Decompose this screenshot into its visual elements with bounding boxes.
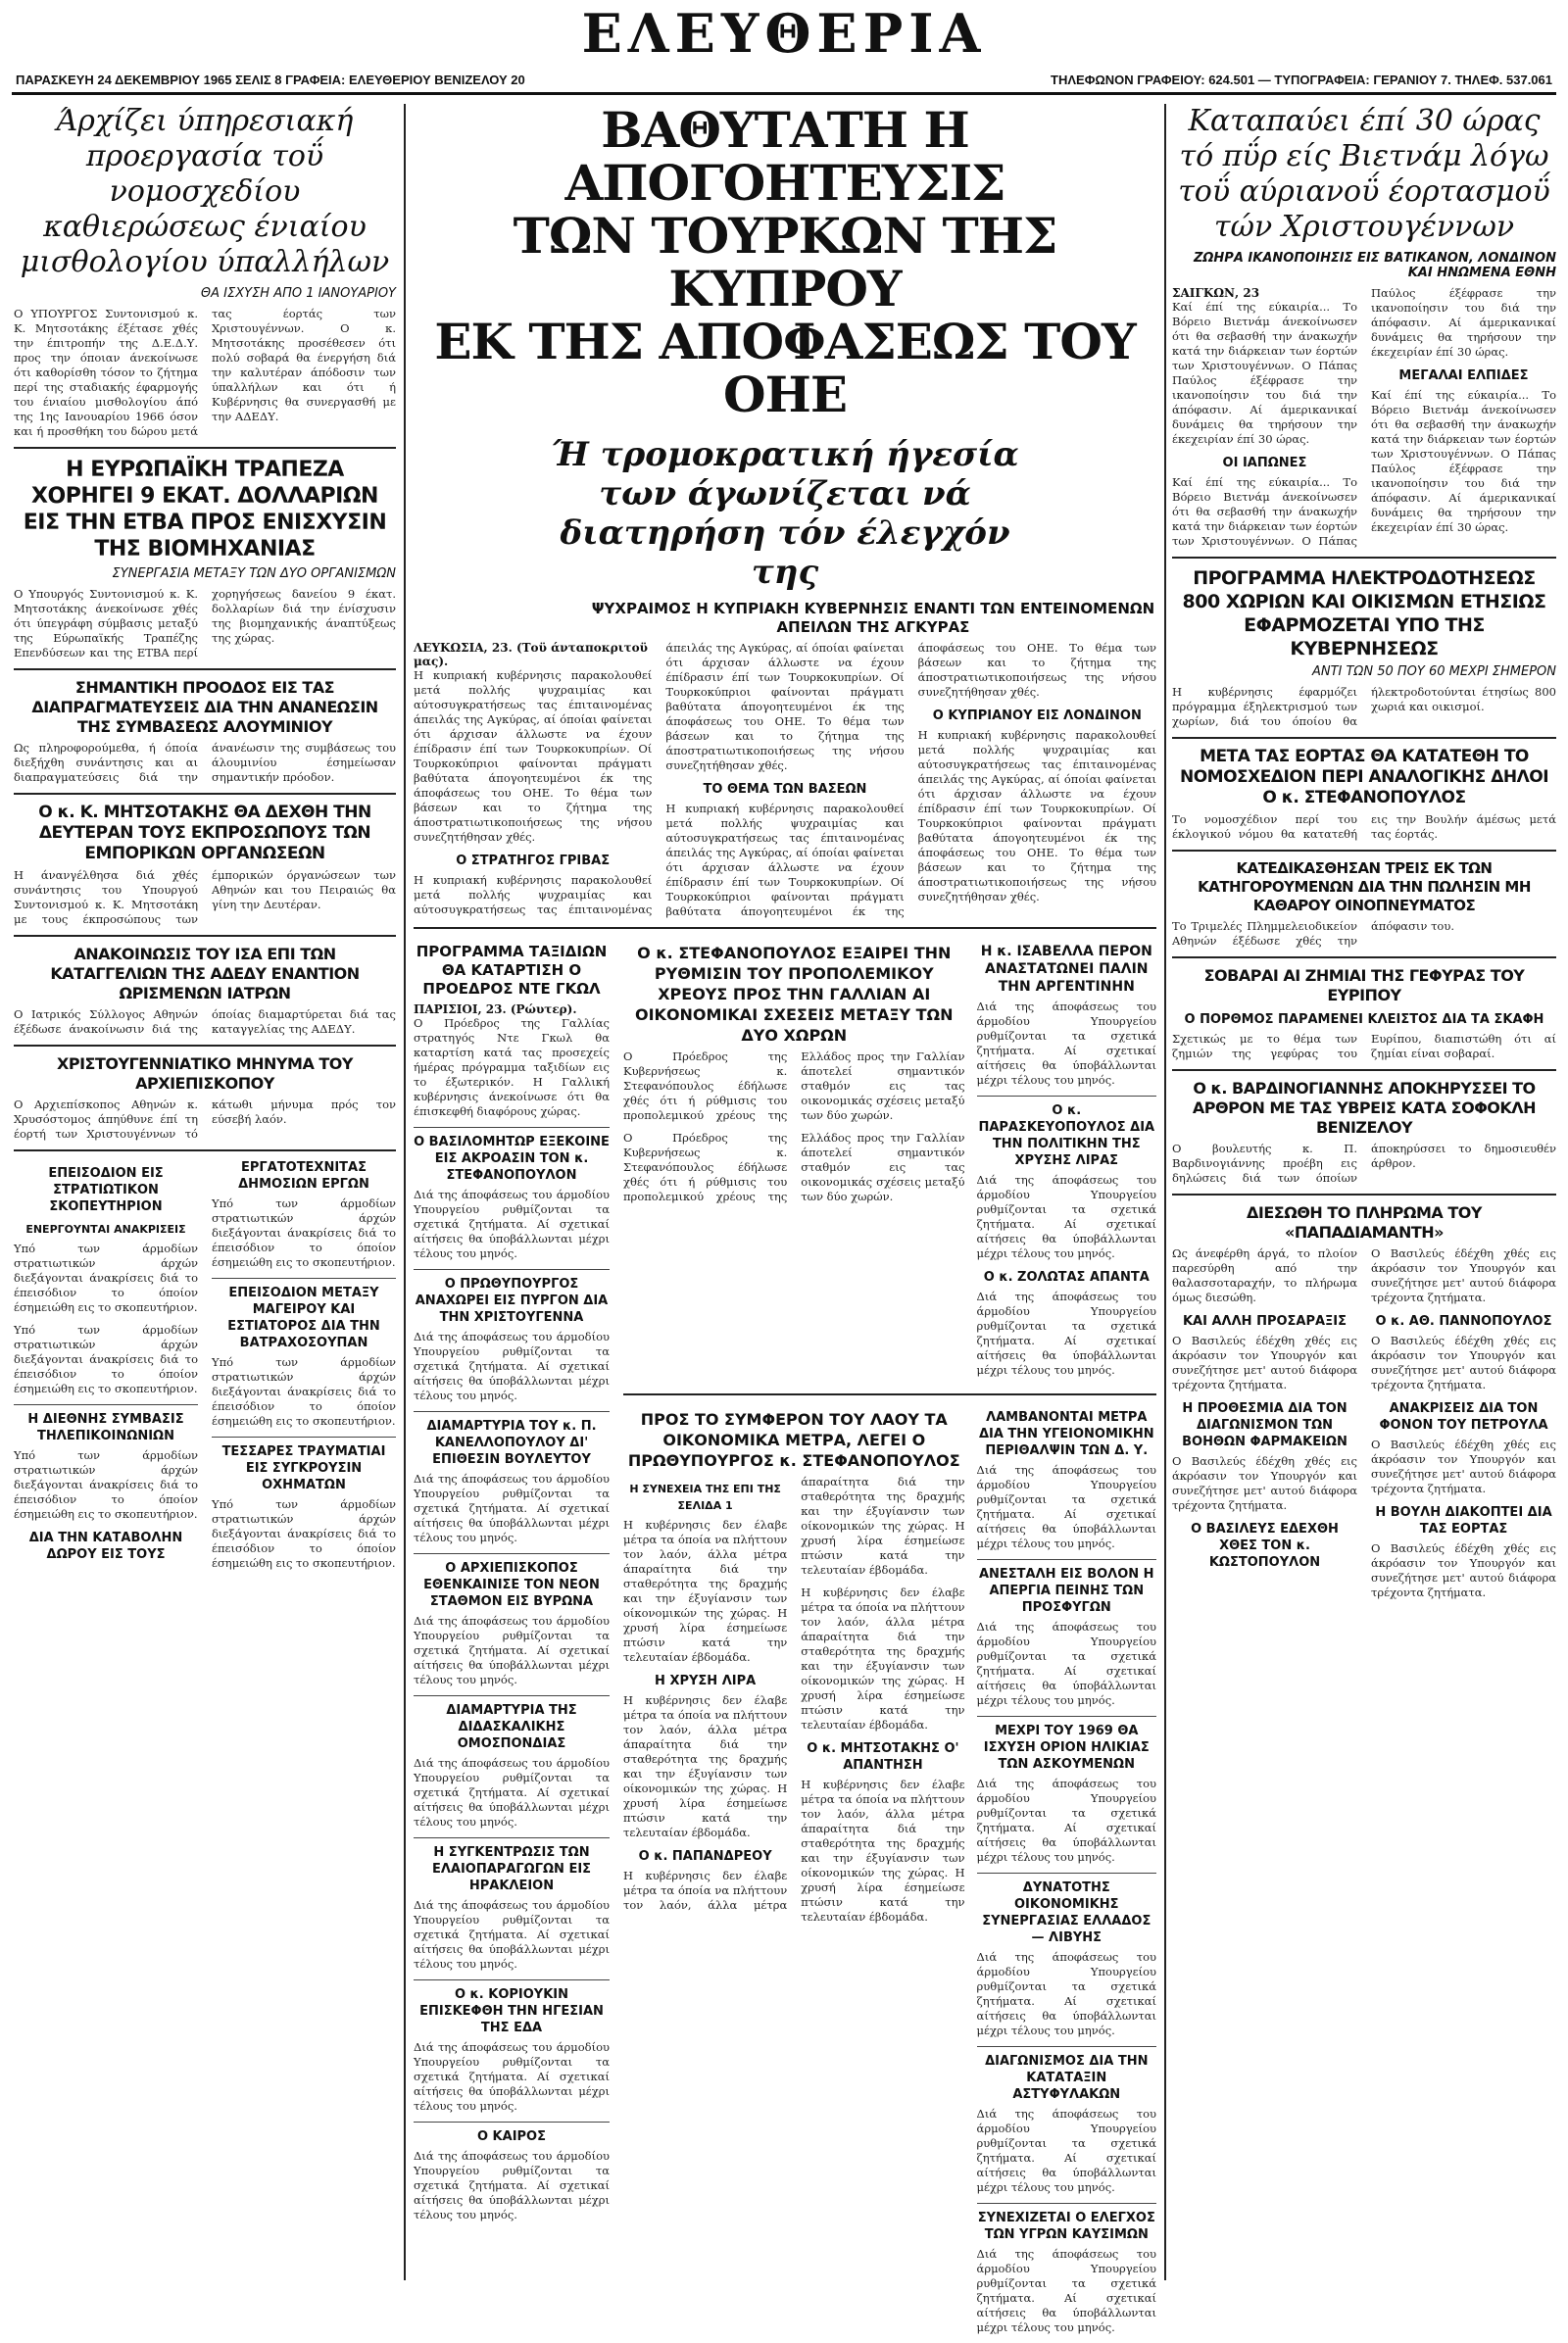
article-body: Ο βουλευτής κ. Π. Βαρδινογιάννης προέβη εις δηλώσεις διά των όποίων άποκηρύσσει το δημοσιευθέν άρθρον. [1172, 1142, 1556, 1185]
article-title: Η κ. ΙΣΑΒΕΛΛΑ ΠΕΡΟΝ ΑΝΑΣΤΑΤΩΝΕΙ ΠΑΛΙΝ ΤΗΝ ΑΡΓΕΝΤΙΝΗΝ [980, 944, 1152, 995]
section-title: Η ΣΥΝΕΧΕΙΑ ΤΗΣ ΕΠΙ ΤΗΣ ΣΕΛΙΔΑ 1 [629, 1483, 781, 1512]
column-divider [404, 104, 406, 2280]
article-body: Διά της άποφάσεως του άρμοδίου Υπουργείου ρυθμίζονται τα σχετικά ζητήματα. Αί σχετικαί αίτήσεις θα ύποβάλλωνται μέχρι τέλους του μηνός. [414, 1330, 610, 1402]
right-column [1172, 104, 1556, 2280]
article-body: Διά της άποφάσεως του άρμοδίου Υπουργείου ρυθμίζονται τα σχετικά ζητήματα. Αί σχετικαί αίτήσεις θα ύποβάλλωνται μέχρι τέλους του μηνός. [414, 2149, 610, 2221]
article-title: ΠΡΟΓΡΑΜΜΑ ΗΛΕΚΤΡΟΔΟΤΗΣΕΩΣ 800 ΧΩΡΙΩΝ ΚΑΙ ΟΙΚΙΣΜΩΝ ΕΤΗΣΙΩΣ ΕΦΑΡΜΟΖΕΤΑΙ ΥΠΟ ΤΗΣ ΚΥΒΕΡΝΗΣΕΩΣ [1182, 567, 1546, 659]
article-title: ΕΠΕΙΣΟΔΙΟΝ ΕΙΣ ΣΤΡΑΤΙΩΤΙΚΟΝ ΣΚΟΠΕΥΤΗΡΙΟΝ [48, 1166, 164, 1214]
article-body: Ο Πρόεδρος της Κυβερνήσεως κ. Στεφανόπουλος έδήλωσε χθές ότι ή ρύθμισις του προπολεμικού χρέους της Ελλάδος προς την Γαλλίαν άποτελεί σημαντικόν σταθμόν εις τας οικονομικάς σχέσεις μεταξύ των δύο χωρών. [623, 1131, 965, 1203]
article-title: Η ΣΥΓΚΕΝΤΡΩΣΙΣ ΤΩΝ ΕΛΑΙΟΠΑΡΑΓΩΓΩΝ ΕΙΣ ΗΡΑΚΛΕΙΟΝ [431, 1845, 592, 1893]
section-title: ΤΟ ΘΕΜΑ ΤΩΝ ΒΑΣΕΩΝ [703, 782, 867, 797]
article-title: ΤΕΣΣΑΡΕΣ ΤΡΑΥΜΑΤΙΑΙ ΕΙΣ ΣΥΓΚΡΟΥΣΙΝ ΟΧΗΜΑΤΩΝ [221, 1444, 386, 1492]
divider [1172, 557, 1556, 559]
article-body: Η κυβέρνησις δεν έλαβε μέτρα τα όποία να πλήττουν τον λαόν, άλλα μέτρα άπαραίτητα διά την σταθερότητα της δραχμής και την έξυγίανσιν των οίκονομικών της χώρας. Η χρυσή λίρα έσημείωσε πτώσιν κατά την τελευταίαν έβδομάδα. [623, 1475, 965, 1912]
article-title: Ο κ. ΖΟΛΩΤΑΣ ΑΠΑΝΤΑ [983, 1270, 1150, 1285]
section-title: Ο κ. ΜΗΤΣΟΤΑΚΗΣ Ο' ΑΠΑΝΤΗΣΗ [807, 1741, 959, 1773]
article-title: ΔΙΑΜΑΡΤΥΡΙΑ ΤΗΣ ΔΙΔΑΣΚΑΛΙΚΗΣ ΟΜΟΣΠΟΝΔΙΑΣ [446, 1703, 577, 1751]
article-subtitle: Ο ΠΟΡΘΜΟΣ ΠΑΡΑΜΕΝΕΙ ΚΛΕΙΣΤΟΣ ΔΙΑ ΤΑ ΣΚΑΦΗ [1184, 1012, 1544, 1027]
divider [623, 1393, 1156, 1395]
article-title: Ο ΒΑΣΙΛΟΜΗΤΩΡ ΕΞΕΚΟΙΝΕ ΕΙΣ ΑΚΡΟΑΣΙΝ ΤΟΝ κ. ΣΤΕΦΑΝΟΠΟΥΛΟΝ [414, 1135, 610, 1183]
article-title: ΑΝΑΚΟΙΝΩΣΙΣ ΤΟΥ ΙΣΑ ΕΠΙ ΤΩΝ ΚΑΤΑΓΓΕΛΙΩΝ ΤΗΣ ΑΔΕΔΥ ΕΝΑΝΤΙΟΝ ΩΡΙΣΜΕΝΩΝ ΙΑΤΡΩΝ [50, 945, 360, 1002]
article-body: Ο Πρόεδρος της Γαλλίας στρατηγός Ντε Γκωλ θα καταρτίση κατά τας προσεχείς ήμέρας πρόγραμμα ταξιδίων εις το έξωτερικόν. Η Γαλλική κυβέρνησις άνεκοίνωσε ότι θα έπισκεφθή διαφόρους χώρας. [414, 1016, 610, 1118]
article-title: ΔΙΑΜΑΡΤΥΡΙΑ ΤΟΥ κ. Π. ΚΑΝΕΛΛΟΠΟΥΛΟΥ ΔΙ' ΕΠΙΘΕΣΙΝ ΒΟΥΛΕΥΤΟΥ [426, 1419, 597, 1467]
dateline: ΠΑΡΑΣΚΕΥΗ 24 ΔΕΚΕΜΒΡΙΟΥ 1965 ΣΕΛΙΣ 8 ΓΡΑΦΕΙΑ: ΕΛΕΥΘΕΡΙΟΥ ΒΕΝΙΖΕΛΟΥ 20 [16, 73, 525, 87]
divider [414, 1979, 610, 1980]
section-title: Ο ΚΥΠΡΙΑΝΟΥ ΕΙΣ ΛΟΝΔΙΝΟΝ [932, 708, 1142, 723]
article-title: ΣΟΒΑΡΑΙ ΑΙ ΖΗΜΙΑΙ ΤΗΣ ΓΕΦΥΡΑΣ ΤΟΥ ΕΥΡΙΠΟΥ [1203, 966, 1525, 1004]
divider [14, 1045, 396, 1047]
article-body: Υπό των άρμοδίων στρατιωτικών άρχών διεξάγονται άνακρίσεις διά το έπεισόδιον το όποίον έσημειώθη εις το σκοπευτήριον. [14, 1242, 198, 1314]
article-body: Η κυβέρνησις δεν έλαβε μέτρα τα όποία να πλήττουν τον λαόν, άλλα μέτρα άπαραίτητα διά την σταθερότητα της δραχμής και την έξυγίανσιν των οίκονομικών της χώρας. Η χρυσή λίρα έσημείωσε πτώσιν κατά την τελευταίαν έβδομάδα. [623, 1693, 788, 1839]
article-title: ΚΑΤΕΔΙΚΑΣΘΗΣΑΝ ΤΡΕΙΣ ΕΚ ΤΩΝ ΚΑΤΗΓΟΡΟΥΜΕΝΩΝ ΔΙΑ ΤΗΝ ΠΩΛΗΣΙΝ ΜΗ ΚΑΘΑΡΟΥ ΟΙΝΟΠΝΕΥΜΑΤΟΣ [1198, 859, 1531, 914]
article-body: Σχετικώς με το θέμα των ζημιών της γεφύρας του Ευρίπου, διαπιστώθη ότι αί ζημίαι είναι σοβαραί. [1172, 1032, 1556, 1060]
article-body: Διά της άποφάσεως του άρμοδίου Υπουργείου ρυθμίζονται τα σχετικά ζητήματα. Αί σχετικαί αίτήσεις θα ύποβάλλωνται μέχρι τέλους του μηνός. [976, 1950, 1156, 2037]
left-subcolumn [414, 937, 610, 2343]
divider [977, 1716, 1156, 1717]
article-title: Η ΔΙΕΘΝΗΣ ΣΥΜΒΑΣΙΣ ΤΗΛΕΠΙΚΟΙΝΩΝΙΩΝ [27, 1412, 184, 1443]
article-title: Ο κ. Κ. ΜΗΤΣΟΤΑΚΗΣ ΘΑ ΔΕΧΘΗ ΤΗΝ ΔΕΥΤΕΡΑΝ ΤΟΥΣ ΕΚΠΡΟΣΩΠΟΥΣ ΤΩΝ ΕΜΠΟΡΙΚΩΝ ΟΡΓΑΝΩΣΕΩΝ [38, 803, 371, 863]
section-title: Ο κ. ΠΑΠΑΝΔΡΕΟΥ [638, 1849, 772, 1864]
section-title: Η ΧΡΥΣΗ ΛΙΡΑ [655, 1674, 757, 1688]
article-body: Η κυπριακή κυβέρνησις παρακολουθεί μετά πολλής ψυχραιμίας και αύτοσυγκρατήσεως τας έπιταινομένας άπειλάς της Αγκύρας, αί όποίαι φαίνεται ότι άρχισαν άλλωστε να έχουν έπίδρασιν έπί των Τουρκοκυπρίων. Οί Τουρκοκύπριοι φαίνονται πράγματι βαθύτατα άπογοητευμένοι έκ της άποφάσεως του ΟΗΕ. Το θέμα των βάσεων και το ζήτημα της άποστρατιωτικοποιήσεως της νήσου συνεζητήθησαν χθές. [414, 668, 653, 844]
article-body: Διά της άποφάσεως του άρμοδίου Υπουργείου ρυθμίζονται τα σχετικά ζητήματα. Αί σχετικαί αίτήσεις θα ύποβάλλωνται μέχρι τέλους του μηνός. [976, 1463, 1156, 1550]
main-headline: ΤΩΝ ΤΟΥΡΚΩΝ ΤΗΣ ΚΥΠΡΟΥ [513, 207, 1057, 317]
article-body: Η κυπριακή κυβέρνησις παρακολουθεί μετά πολλής ψυχραιμίας και αύτοσυγκρατήσεως τας έπιταινομένας άπειλάς της Αγκύρας, αί όποίαι φαίνεται ότι άρχισαν άλλωστε να έχουν έπίδρασιν έπί των Τουρκοκυπρίων. Οί Τουρκοκύπριοι φαίνονται πράγματι βαθύτατα άπογοητευμένοι έκ της άποφάσεως του ΟΗΕ. Το θέμα των βάσεων και το ζήτημα της άποστρατιωτικοποιήσεως της νήσου συνεζητήθησαν χθές. [414, 641, 905, 916]
divider [14, 447, 396, 449]
article-body: Ο Ιατρικός Σύλλογος Αθηνών έξέδωσε άνακοίνωσιν διά της όποίας διαμαρτύρεται διά τας καταγγελίας της ΑΔΕΔΥ. [14, 1007, 396, 1036]
article-body: Ο Βασιλεύς έδέχθη χθές εις άκρόασιν τον Υπουργόν και συνεζήτησε μετ' αυτού διάφορα τρέχοντα ζητήματα. [1371, 1334, 1556, 1391]
article-body: Η κυπριακή κυβέρνησις παρακολουθεί μετά πολλής ψυχραιμίας και αύτοσυγκρατήσεως τας έπιταινομένας άπειλάς της Αγκύρας, αί όποίαι φαίνεται ότι άρχισαν άλλωστε να έχουν έπίδρασιν έπί των Τουρκοκυπρίων. Οί Τουρκοκύπριοι φαίνονται πράγματι βαθύτατα άπογοητευμένοι έκ της άποφάσεως του ΟΗΕ. Το θέμα των βάσεων και το ζήτημα της άποστρατιωτικοποιήσεως της νήσου συνεζητήθησαν χθές. [665, 641, 1156, 918]
article-body: Υπό των άρμοδίων στρατιωτικών άρχών διεξάγονται άνακρίσεις διά το έπεισόδιον το όποίον έσημειώθη εις το σκοπευτήριον. [212, 1355, 396, 1428]
article-body: Καί έπί της εύκαιρία... Το Βόρειο Βιετνάμ άνεκοίνωσεν ότι θα σεβασθή την άνακωχήν κατά την διάρκειαν των έορτών των Χριστουγέννων. Ο Πάπας Παύλος έξέφρασε την ικανοποίησιν του διά την άπόφασιν. Αί άμερικανικαί δυνάμεις θα τηρήσουν την έκεχειρίαν έπί 30 ώρας. [1172, 300, 1357, 446]
article-title: Άρχίζει ύπηρεσιακή προεργασία τοΰ νομοσχεδίου καθιερώσεως ένιαίου μισθολογίου ύπαλλήλων [20, 104, 390, 279]
article-body: Η κυβέρνησις δεν έλαβε μέτρα τα όποία να πλήττουν τον λαόν, άλλα μέτρα άπαραίτητα διά την σταθερότητα της δραχμής και την έξυγίανσιν των οίκονομικών της χώρας. Η χρυσή λίρα έσημείωσε πτώσιν κατά την τελευταίαν έβδομάδα. [801, 1778, 965, 1924]
article-body: Ο Αρχιεπίσκοπος Αθηνών κ. Χρυσόστομος άπηύθυνε έπί τη έορτή των Χριστουγέννων τό κάτωθι μήνυμα πρός τον εύσεβή λαόν. [14, 1098, 396, 1141]
phone-line: ΤΗΛΕΦΩΝΟΝ ΓΡΑΦΕΙΟΥ: 624.501 — ΤΥΠΟΓΡΑΦΕΙΑ: ΓΕΡΑΝΙΟΥ 7. ΤΗΛΕΦ. 537.061 [1051, 73, 1552, 87]
article-dateline: ΠΑΡΙΣΙΟΙ, 23. (Ρώυτερ). [414, 1002, 577, 1016]
article-body: Η άνανγέλθησα διά χθές συνάντησις του Υπουργού Συντονισμού κ. Κ. Μητσοτάκη με τους έκπροσώπους των έμπορικών όργανώσεων των Αθηνών και του Πειραιώς θα γίνη την Δευτέραν. [14, 868, 396, 926]
article-body: Διά της άποφάσεως του άρμοδίου Υπουργείου ρυθμίζονται τα σχετικά ζητήματα. Αί σχετικαί αίτήσεις θα ύποβάλλωνται μέχρι τέλους του μηνός. [414, 1614, 610, 1686]
article-title: Ο κ. ΣΤΕΦΑΝΟΠΟΥΛΟΣ ΕΞΑΙΡΕΙ ΤΗΝ ΡΥΘΜΙΣΙΝ ΤΟΥ ΠΡΟΠΟΛΕΜΙΚΟΥ ΧΡΕΟΥΣ ΠΡΟΣ ΤΗΝ ΓΑΛΛΙΑΝ ΑΙ ΟΙΚΟΝΟΜΙΚΑΙ ΣΧΕΣΕΙΣ ΜΕΤΑΞΥ ΤΩΝ ΔΥΟ ΧΩΡΩΝ [634, 944, 954, 1045]
article-body: Το νομοσχέδιον περί του έκλογικού νόμου θα κατατεθή εις την Βουλήν άμέσως μετά τας έορτάς. [1172, 812, 1556, 841]
divider [977, 1096, 1156, 1097]
article-title: Ο ΚΑΙΡΟΣ [476, 2129, 546, 2144]
article-body: Διά της άποφάσεως του άρμοδίου Υπουργείου ρυθμίζονται τα σχετικά ζητήματα. Αί σχετικαί αίτήσεις θα ύποβάλλωνται μέχρι τέλους του μηνός. [976, 1290, 1156, 1377]
article-title: Καταπαύει έπί 30 ώρας τό πΰρ είς Βιετνάμ λόγω τοΰ αύριανοΰ έορτασμοΰ τών Χριστουγέννων [1178, 104, 1550, 244]
article-title: ΠΡΟΣ ΤΟ ΣΥΜΦΕΡΟΝ ΤΟΥ ΛΑΟΥ ΤΑ ΟΙΚΟΝΟΜΙΚΑ ΜΕΤΡΑ, ΛΕΓΕΙ Ο ΠΡΩΘΥΠΟΥΡΓΟΣ κ. ΣΤΕΦΑΝΟΠΟΥΛΟΣ [627, 1410, 960, 1470]
article-title: Ο κ. ΠΑΡΑΣΚΕΥΟΠΟΥΛΟΣ ΔΙΑ ΤΗΝ ΠΟΛΙΤΙΚΗΝ ΤΗΣ ΧΡΥΣΗΣ ΛΙΡΑΣ [978, 1103, 1155, 1168]
section-title: ΜΕΓΑΛΑΙ ΕΛΠΙΔΕΣ [1398, 368, 1529, 383]
article-body: Ως πληροφορούμεθα, ή όποία διεξήχθη συνάντησις και αι διαπραγματεύσεις διά την άνανέωσιν της συμβάσεως του άλουμινίου έσημείωσαν σημαντικήν πρόοδον. [14, 741, 396, 784]
article-title: ΜΕΤΑ ΤΑΣ ΕΟΡΤΑΣ ΘΑ ΚΑΤΑΤΕΘΗ ΤΟ ΝΟΜΟΣΧΕΔΙΟΝ ΠΕΡΙ ΑΝΑΛΟΓΙΚΗΣ ΔΗΛΟΙ Ο κ. ΣΤΕΦΑΝΟΠΟΥΛΟΣ [1179, 747, 1549, 807]
article-body: Διά της άποφάσεως του άρμοδίου Υπουργείου ρυθμίζονται τα σχετικά ζητήματα. Αί σχετικαί αίτήσεις θα ύποβάλλωνται μέχρι τέλους του μηνός. [414, 1188, 610, 1260]
divider [1172, 737, 1556, 739]
article-body: Η κυβέρνησις έφαρμόζει πρόγραμμα έξηλεκτρισμού των χωρίων, διά του όποίου θα ήλεκτροδοτούνται έτησίως 800 χωριά και οικισμοί. [1172, 685, 1556, 728]
top-subrow [623, 937, 1156, 1386]
article-title: ΧΡΙΣΤΟΥΓΕΝΝΙΑΤΙΚΟ ΜΗΝΥΜΑ ΤΟΥ ΑΡΧΙΕΠΙΣΚΟΠΟΥ [57, 1054, 353, 1093]
article-body: Καί έπί της εύκαιρία... Το Βόρειο Βιετνάμ άνεκοίνωσεν ότι θα σεβασθή την άνακωχήν κατά την διάρκειαν των έορτών των Χριστουγέννων. Ο Πάπας Παύλος έξέφρασε την ικανοποίησιν του διά την άπόφασιν. Αί άμερικανικαί δυνάμεις θα τηρήσουν την έκεχειρίαν έπί 30 ώρας. [1371, 388, 1556, 534]
article-title: Ο ΑΡΧΙΕΠΙΣΚΟΠΟΣ ΕΘΕΝΚΑΙΝΙΣΕ ΤΟΝ ΝΕΟΝ ΣΤΑΘΜΟΝ ΕΙΣ ΒΥΡΩΝΑ [423, 1561, 600, 1609]
divider [977, 2203, 1156, 2204]
article-body: Διά της άποφάσεως του άρμοδίου Υπουργείου ρυθμίζονται τα σχετικά ζητήματα. Αί σχετικαί αίτήσεις θα ύποβάλλωνται μέχρι τέλους του μηνός. [414, 2040, 610, 2113]
divider [1172, 1069, 1556, 1071]
section-title: ΟΙ ΙΑΠΩΝΕΣ [1222, 456, 1307, 470]
article-body: Διά της άποφάσεως του άρμοδίου Υπουργείου ρυθμίζονται τα σχετικά ζητήματα. Αί σχετικαί αίτήσεις θα ύποβάλλωνται μέχρι τέλους του μηνός. [976, 2107, 1156, 2194]
oikon-body [623, 1475, 965, 1925]
article-body: Διά της άποφάσεως του άρμοδίου Υπουργείου ρυθμίζονται τα σχετικά ζητήματα. Αί σχετικαί αίτήσεις θα ύποβάλλωνται μέχρι τέλους του μηνός. [976, 1173, 1156, 1260]
article-body: Το Τριμελές Πλημμελειοδικείον Αθηνών έξέδωσε χθές την άπόφασιν του. [1172, 919, 1455, 948]
article-body: Διά της άποφάσεως του άρμοδίου Υπουργείου ρυθμίζονται τα σχετικά ζητήματα. Αί σχετικαί αίτήσεις θα ύποβάλλωνται μέχρι τέλους του μηνός. [414, 1756, 610, 1829]
divider [14, 1404, 198, 1405]
article-body: Η κυβέρνησις δεν έλαβε μέτρα τα όποία να πλήττουν τον λαόν, άλλα μέτρα άπαραίτητα διά την σταθερότητα της δραχμής και την έξυγίανσιν των οίκονομικών της χώρας. Η χρυσή λίρα έσημείωσε πτώσιν κατά την τελευταίαν έβδομάδα. [623, 1518, 788, 1664]
article-body: Υπό των άρμοδίων στρατιωτικών άρχών διεξάγονται άνακρίσεις διά το έπεισόδιον το όποίον έσημειώθη εις το σκοπευτήριον. [212, 1196, 396, 1269]
divider [414, 1269, 610, 1270]
article-title: ΔΙΑΓΩΝΙΣΜΟΣ ΔΙΑ ΤΗΝ ΚΑΤΑΤΑΞΙΝ ΑΣΤΥΦΥΛΑΚΩΝ [985, 2054, 1149, 2102]
section-title: ΚΑΙ ΑΛΛΗ ΠΡΟΣΑΡΑΞΙΣ [1182, 1314, 1347, 1329]
article-body: Ο ΥΠΟΥΡΓΟΣ Συντονισμού κ. Κ. Μητσοτάκης έξέτασε χθές την έπιτροπήν της Δ.Ε.Δ.Υ. προς την όποιαν άνεκοίνωσε ότι καθορίσθη τόσον το ζήτημα περί της σταδιακής έφαρμογής του ένιαίου μισθολογίου άπό της 1ης Ιανουαρίου 1966 όσον και ή προσθήκη του δώρου μετά τας έορτάς των Χριστουγέννων. Ο κ. Μητσοτάκης προσέθεσεν ότι πολύ σοβαρά θα ένεργήση διά την καλυτέραν άπόδοσιν των ύπαλλήλων και ότι ή Κυβέρνησις θα συνεργασθή με την ΑΔΕΔΥ. [14, 307, 396, 438]
divider [14, 793, 396, 795]
article-body: Ο Βασιλεύς έδέχθη χθές εις άκρόασιν τον Υπουργόν και συνεζήτησε μετ' αυτού διάφορα τρέχοντα ζητήματα. [1371, 1541, 1556, 1599]
main-subhead: Ή τρομοκρατική ήγεσία των άγωνίζεται νά διατηρήση τόν έλεγχόν της [551, 435, 1019, 592]
article-body: Υπό των άρμοδίων στρατιωτικών άρχών διεξάγονται άνακρίσεις διά το έπεισόδιον το όποίον έσημειώθη εις το σκοπευτήριον. [14, 1323, 198, 1395]
article-body: Διά της άποφάσεως του άρμοδίου Υπουργείου ρυθμίζονται τα σχετικά ζητήματα. Αί σχετικαί αίτήσεις θα ύποβάλλωνται μέχρι τέλους του μηνός. [414, 1472, 610, 1544]
divider [414, 2122, 610, 2123]
article-title: Ο κ. ΒΑΡΔΙΝΟΓΙΑΝΝΗΣ ΑΠΟΚΗΡΥΣΣΕΙ ΤΟ ΑΡΘΡΟΝ ΜΕ ΤΑΣ ΥΒΡΕΙΣ ΚΑΤΑ ΣΟΦΟΚΛΗ ΒΕΝΙΖΕΛΟΥ [1192, 1079, 1537, 1137]
main-headline: ΒΑΘΥΤΑΤΗ Η ΑΠΟΓΟΗΤΕΥΣΙΣ [564, 101, 1005, 212]
article-title: ΑΝΑΚΡΙΣΕΙΣ ΔΙΑ ΤΟΝ ΦΟΝΟΝ ΤΟΥ ΠΕΤΡΟΥΛΑ [1379, 1401, 1548, 1433]
article-title: Ο κ. ΚΟΡΙΟΥΚΙΝ ΕΠΙΣΚΕΦΘΗ ΤΗΝ ΗΓΕΣΙΑΝ ΤΗΣ ΕΔΑ [419, 1987, 604, 2035]
article-body: Διά της άποφάσεως του άρμοδίου Υπουργείου ρυθμίζονται τα σχετικά ζητήματα. Αί σχετικαί αίτήσεις θα ύποβάλλωνται μέχρι τέλους του μηνός. [414, 1898, 610, 1971]
divider [414, 1127, 610, 1128]
oikon-block [623, 1403, 965, 2343]
article-title: ΑΝΕΣΤΑΛΗ ΕΙΣ ΒΟΛΟΝ Η ΑΠΕΡΓΙΑ ΠΕΙΝΗΣ ΤΩΝ ΠΡΟΣΦΥΓΩΝ [978, 1567, 1154, 1615]
main-headline: ΕΚ ΤΗΣ ΑΠΟΦΑΣΕΩΣ ΤΟΥ ΟΗΕ [434, 313, 1136, 423]
article-body: Ο Πρόεδρος της Κυβερνήσεως κ. Στεφανόπουλος έδήλωσε χθές ότι ή ρύθμισις του προπολεμικού χρέους της Ελλάδος προς την Γαλλίαν άποτελεί σημαντικόν σταθμόν εις τας οικονομικάς σχέσεις μεταξύ των δύο χωρών. [623, 1049, 965, 1122]
divider [977, 1873, 1156, 1874]
article-subtitle: ΕΝΕΡΓΟΥΝΤΑΙ ΑΝΑΚΡΙΣΕΙΣ [25, 1223, 186, 1236]
divider [1172, 956, 1556, 958]
article-title: Ο ΒΑΣΙΛΕΥΣ ΕΔΕΧΘΗ ΧΘΕΣ ΤΟΝ κ. ΚΩΣΤΟΠΟΥΛΟΝ [1191, 1522, 1339, 1570]
article-kicker: ΘΑ ΙΣΧΥΣΗ ΑΠΟ 1 ΙΑΝΟΥΑΡΙΟΥ [200, 286, 396, 301]
masthead: ΕΛΕΥΘΕΡΙΑ [581, 2, 987, 65]
briefs-block [1172, 1246, 1556, 1600]
article-body: Ο Βασιλεύς έδέχθη χθές εις άκρόασιν τον Υπουργόν και συνεζήτησε μετ' αυτού διάφορα τρέχοντα ζητήματα. [1172, 1454, 1357, 1512]
article-body: Η κυβέρνησις δεν έλαβε μέτρα τα όποία να πλήττουν τον λαόν, άλλα μέτρα άπαραίτητα διά την σταθερότητα της δραχμής και την έξυγίανσιν των οίκονομικών της χώρας. Η χρυσή λίρα έσημείωσε πτώσιν κατά την τελευταίαν έβδομάδα. [801, 1586, 965, 1732]
left-column [14, 104, 396, 2280]
article-kicker: ΑΝΤΙ ΤΩΝ 50 ΠΟΥ 60 ΜΕΧΡΙ ΣΗΜΕΡΟΝ [1311, 664, 1556, 679]
article-kicker: ΖΩΗΡΑ ΙΚΑΝΟΠΟΙΗΣΙΣ ΕΙΣ ΒΑΤΙΚΑΝΟΝ, ΛΟΝΔΙΝΟΝ ΚΑΙ ΗΝΩΜΕΝΑ ΕΘΝΗ [1193, 251, 1556, 280]
article-body: Διά της άποφάσεως του άρμοδίου Υπουργείου ρυθμίζονται τα σχετικά ζητήματα. Αί σχετικαί αίτήσεις θα ύποβάλλωνται μέχρι τέλους του μηνός. [976, 1777, 1156, 1864]
bottom-subrow [623, 1403, 1156, 2343]
divider [977, 2046, 1156, 2047]
steph-block [623, 937, 965, 1386]
article-body: Ο Υπουργός Συντονισμού κ. Κ. Μητσοτάκης άνεκοίνωσε χθές ότι ύπεγράφη σύμβασις μεταξύ της Εύρωπαϊκής Τραπέζης Επενδύσεων και της ΕΤΒΑ περί χορηγήσεως δανείου 9 έκατ. δολλαρίων διά την ένίσχυσιν της βιομηχανικής άναπτύξεως της χώρας. [14, 587, 396, 659]
divider [414, 1837, 610, 1838]
right-subcolumn [623, 937, 1156, 2343]
article-title: ΛΑΜΒΑΝΟΝΤΑΙ ΜΕΤΡΑ ΔΙΑ ΤΗΝ ΥΓΕΙΟΝΟΜΙΚΗΝ ΠΕΡΙΘΑΛΨΙΝ ΤΩΝ Δ. Υ. [978, 1410, 1154, 1458]
divider [1172, 1194, 1556, 1196]
article-title: Η ΠΡΟΘΕΣΜΙΑ ΔΙΑ ΤΟΝ ΔΙΑΓΩΝΙΣΜΟΝ ΤΩΝ ΒΟΗΘΩΝ ΦΑΡΜΑΚΕΙΩΝ [1182, 1401, 1348, 1449]
article-title: ΠΡΟΓΡΑΜΜΑ ΤΑΞΙΔΙΩΝ ΘΑ ΚΑΤΑΡΤΙΣΗ Ο ΠΡΟΕΔΡΟΣ ΝΤΕ ΓΚΩΛ [416, 943, 608, 998]
article-title: ΔΥΝΑΤΟΤΗΣ ΟΙΚΟΝΟΜΙΚΗΣ ΣΥΝΕΡΓΑΣΙΑΣ ΕΛΛΑΔΟΣ — ΛΙΒΥΗΣ [982, 1880, 1152, 1945]
article-title: Η ΒΟΥΛΗ ΔΙΑΚΟΠΤΕΙ ΔΙΑ ΤΑΣ ΕΟΡΤΑΣ [1375, 1505, 1552, 1537]
article-body: Η κυπριακή κυβέρνησις παρακολουθεί μετά πολλής ψυχραιμίας και αύτοσυγκρατήσεως τας έπιταινομένας άπειλάς της Αγκύρας, αί όποίαι φαίνεται ότι άρχισαν άλλωστε να έχουν έπίδρασιν έπί των Τουρκοκυπρίων. Οί Τουρκοκύπριοι φαίνονται πράγματι βαθύτατα άπογοητευμένοι έκ της άποφάσεως του ΟΗΕ. Το θέμα των βάσεων και το ζήτημα της άποστρατιωτικοποιήσεως της νήσου συνεζητήθησαν χθές. [917, 728, 1156, 903]
briefs-block [14, 1159, 396, 1571]
divider [414, 1695, 610, 1696]
article-title: Ο ΠΡΩΘΥΠΟΥΡΓΟΣ ΑΝΑΧΩΡΕΙ ΕΙΣ ΠΥΡΓΟΝ ΔΙΑ ΤΗΝ ΧΡΙΣΤΟΥΓΕΝΝΑ [415, 1277, 609, 1325]
article-body: Ο Βασιλεύς έδέχθη χθές εις άκρόασιν τον Υπουργόν και συνεζήτησε μετ' αυτού διάφορα τρέχοντα ζητήματα. [1172, 1334, 1357, 1391]
article-dateline: ΛΕΥΚΩΣΙΑ, 23. (Τοϋ άνταποκριτοϋ μας). [414, 641, 648, 668]
article-title: Ο κ. ΑΘ. ΠΑΝΝΟΠΟΥΛΟΣ [1375, 1314, 1552, 1329]
article-body: Ως άνεφέρθη άργά, το πλοίον παρεσύρθη από την θαλασσοταραχήν, το πλήρωμα όμως διεσώθη. [1172, 1246, 1357, 1304]
article-title: ΜΕΧΡΙ ΤΟΥ 1969 ΘΑ ΙΣΧΥΣΗ ΟΡΙΟΝ ΗΛΙΚΙΑΣ ΤΩΝ ΑΣΚΟΥΜΕΝΩΝ [983, 1724, 1150, 1772]
article-title: ΕΠΕΙΣΟΔΙΟΝ ΜΕΤΑΞΥ ΜΑΓΕΙΡΟΥ ΚΑΙ ΕΣΤΙΑΤΟΡΟΣ ΔΙΑ ΤΗΝ ΒΑΤΡΑΧΟΣΟΥΠΑΝ [227, 1286, 380, 1350]
article-title: Η ΕΥΡΩΠΑΪΚΗ ΤΡΑΠΕΖΑ ΧΟΡΗΓΕΙ 9 ΕΚΑΤ. ΔΟΛΛΑΡΙΩΝ ΕΙΣ ΤΗΝ ΕΤΒΑ ΠΡΟΣ ΕΝΙΣΧΥΣΙΝ ΤΗΣ ΒΙΟΜΗΧΑΝΙΑΣ [23, 458, 387, 561]
article-body [1172, 286, 1556, 549]
divider [414, 1411, 610, 1412]
divider [14, 1149, 396, 1151]
article-body: Διά της άποφάσεως του άρμοδίου Υπουργείου ρυθμίζονται τα σχετικά ζητήματα. Αί σχετικαί αίτήσεις θα ύποβάλλωνται μέχρι τέλους του μηνός. [976, 2247, 1156, 2334]
main-article-body [414, 641, 1156, 919]
article-kicker: ΣΥΝΕΡΓΑΣΙΑ ΜΕΤΑΞΥ ΤΩΝ ΔΥΟ ΟΡΓΑΝΙΣΜΩΝ [112, 566, 396, 581]
divider [1172, 850, 1556, 852]
divider [14, 668, 396, 670]
article-title: ΣΥΝΕΧΙΖΕΤΑΙ Ο ΕΛΕΓΧΟΣ ΤΩΝ ΥΓΡΩΝ ΚΑΥΣΙΜΩΝ [977, 2211, 1155, 2242]
divider [212, 1437, 396, 1438]
article-body: Ο Βασιλεύς έδέχθη χθές εις άκρόασιν τον Υπουργόν και συνεζήτησε μετ' αυτού διάφορα τρέχοντα ζητήματα. [1371, 1246, 1556, 1304]
right-briefs [977, 1403, 1156, 2343]
article-body: Καί έπί της εύκαιρία... Το Βόρειο Βιετνάμ άνεκοίνωσεν ότι θα σεβασθή την άνακωχήν κατά την διάρκειαν των έορτών των Χριστουγέννων. Ο Πάπας Παύλος έξέφρασε την ικανοποίησιν του διά την άπόφασιν. Αί άμερικανικαί δυνάμεις θα τηρήσουν την έκεχειρίαν έπί 30 ώρας. [1172, 286, 1556, 548]
perez-block [977, 937, 1156, 1386]
article-body: Υπό των άρμοδίων στρατιωτικών άρχών διεξάγονται άνακρίσεις διά το έπεισόδιον το όποίον έσημειώθη εις το σκοπευτήριον. [14, 1448, 198, 1521]
article-title: ΔΙΕΣΩΘΗ ΤΟ ΠΛΗΡΩΜΑ ΤΟΥ «ΠΑΠΑΔΙΑΜΑΝΤΗ» [1247, 1203, 1482, 1242]
section-title: Ο ΣΤΡΑΤΗΓΟΣ ΓΡΙΒΑΣ [456, 854, 611, 868]
article-kicker: ΨΥΧΡΑΙΜΟΣ Η ΚΥΠΡΙΑΚΗ ΚΥΒΕΡΝΗΣΙΣ ΕΝΑΝΤΙ ΤΩΝ ΕΝΤΕΙΝΟΜΕΝΩΝ ΑΠΕΙΛΩΝ ΤΗΣ ΑΓΚΥΡΑΣ [591, 600, 1155, 636]
divider [212, 1278, 396, 1279]
article-dateline: ΣΑΙΓΚΩΝ, 23 [1172, 286, 1260, 300]
article-body: Διά της άποφάσεως του άρμοδίου Υπουργείου ρυθμίζονται τα σχετικά ζητήματα. Αί σχετικαί αίτήσεις θα ύποβάλλωνται μέχρι τέλους του μηνός. [976, 1000, 1156, 1087]
article-title: ΔΙΑ ΤΗΝ ΚΑΤΑΒΟΛΗΝ ΔΩΡΟΥ ΕΙΣ ΤΟΥΣ ΕΡΓΑΤΟΤΕΧΝΙΤΑΣ ΔΗΜΟΣΙΩΝ ΕΡΓΩΝ [28, 1160, 369, 1562]
center-column [414, 101, 1156, 2334]
article-body: Ο Βασιλεύς έδέχθη χθές εις άκρόασιν τον Υπουργόν και συνεζήτησε μετ' αυτού διάφορα τρέχοντα ζητήματα. [1371, 1438, 1556, 1495]
header-rule [12, 92, 1556, 95]
article-body: Υπό των άρμοδίων στρατιωτικών άρχών διεξάγονται άνακρίσεις διά το έπεισόδιον το όποίον έσημειώθη εις το σκοπευτήριον. [212, 1497, 396, 1570]
page-header [0, 0, 1568, 98]
middle-row [414, 937, 1156, 2343]
article-title: ΣΗΜΑΝΤΙΚΗ ΠΡΟΟΔΟΣ ΕΙΣ ΤΑΣ ΔΙΑΠΡΑΓΜΑΤΕΥΣΕΙΣ ΔΙΑ ΤΗΝ ΑΝΑΝΕΩΣΙΝ ΤΗΣ ΣΥΜΒΑΣΕΩΣ ΑΛΟΥΜΙΝΙΟΥ [31, 678, 378, 736]
divider [414, 927, 1156, 929]
divider [14, 935, 396, 937]
divider [977, 1559, 1156, 1560]
divider [414, 1553, 610, 1554]
article-body: Διά της άποφάσεως του άρμοδίου Υπουργείου ρυθμίζονται τα σχετικά ζητήματα. Αί σχετικαί αίτήσεις θα ύποβάλλωνται μέχρι τέλους του μηνός. [976, 1620, 1156, 1707]
column-divider [1164, 104, 1166, 2280]
